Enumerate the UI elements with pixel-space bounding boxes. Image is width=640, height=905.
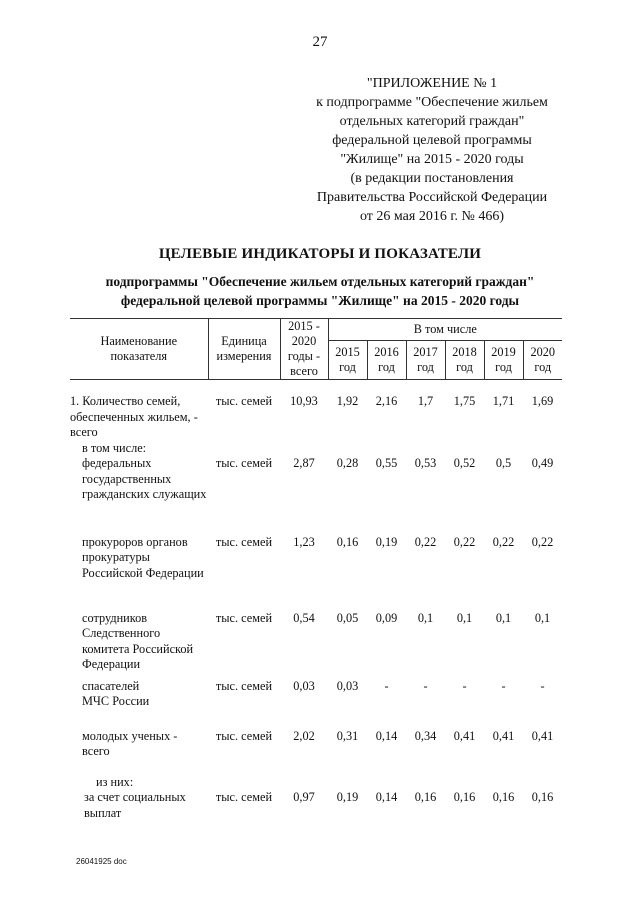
row-value: -	[423, 678, 428, 693]
appendix-line: федеральной целевой программы	[332, 133, 532, 148]
row-value: 1,69	[531, 394, 554, 408]
row-value: 0,1	[456, 610, 473, 625]
row-value: 1,71	[492, 394, 515, 408]
row-unit: тыс. семей	[215, 610, 273, 625]
row-total: 1,23	[293, 534, 315, 549]
row-value: 1,92	[336, 394, 359, 408]
appendix-line: к подпрограмме "Обеспечение жильем	[316, 95, 548, 110]
row-value: -	[501, 678, 506, 693]
subtitle-line: федеральной целевой программы "Жилище" на 2015 - 2020 годы	[120, 293, 520, 308]
row-name-cell	[70, 441, 208, 535]
row-value: 0,28	[336, 456, 359, 470]
row-value: 0,03	[336, 678, 359, 693]
row-value: 0,22	[531, 534, 554, 549]
row-value: 0,16	[336, 534, 359, 549]
row-name: сотрудников Следственного комитета Российской Федерации	[82, 610, 194, 671]
row-value: 0,41	[492, 728, 515, 743]
row-value: 0,22	[414, 534, 437, 549]
header-unit: Единица измерения	[208, 319, 280, 380]
row-value: 0,55	[375, 456, 398, 470]
row-value: 0,41	[453, 728, 476, 743]
header-year: 2017 год	[406, 341, 445, 380]
row-name: прокуроров органов прокуратуры Российской Федерации	[82, 534, 204, 580]
row-name: федеральных государственных гражданских служащих	[82, 456, 207, 501]
row-total: 2,87	[293, 456, 315, 470]
appendix-line: от 26 мая 2016 г. № 466)	[359, 209, 505, 224]
row-value: 0,09	[375, 610, 398, 625]
table-row	[70, 441, 562, 535]
header-total: 2015 - 2020 годы - всего	[280, 319, 328, 380]
table-row	[70, 611, 562, 679]
row-value: 0,19	[336, 790, 359, 804]
row-value: 0,14	[375, 728, 398, 743]
row-value: 0,5	[495, 456, 512, 470]
row-name: за счет социальных выплат	[84, 790, 186, 820]
table-row	[70, 380, 562, 441]
document-subtitle	[0, 272, 640, 310]
table-row	[70, 729, 562, 775]
header-year: 2016 год	[367, 341, 406, 380]
row-value: 0,49	[531, 456, 554, 470]
row-value: -	[462, 678, 467, 693]
table-row	[70, 679, 562, 729]
row-value: 0,22	[453, 534, 476, 549]
row-value: -	[540, 678, 545, 693]
row-value: 0,05	[336, 610, 359, 625]
row-name: спасателей МЧС России	[82, 678, 150, 708]
row-value: 0,16	[492, 790, 515, 804]
header-year: 2018 год	[445, 341, 484, 380]
row-value: -	[384, 678, 389, 693]
row-value: 0,53	[414, 456, 437, 470]
row-value: 0,1	[534, 610, 551, 625]
indicators-table	[70, 318, 562, 821]
header-name: Наименование показателя	[70, 319, 208, 380]
row-unit: тыс. семей	[215, 790, 273, 804]
row-name: молодых ученых - всего	[82, 728, 178, 758]
header-including: В том числе	[328, 319, 562, 341]
row-value: 1,7	[417, 394, 434, 408]
footer-document-code: 26041925 doc	[76, 857, 127, 866]
appendix-line: "Жилище" на 2015 - 2020 годы	[340, 152, 524, 167]
row-unit: тыс. семей	[215, 534, 273, 549]
row-unit: тыс. семей	[215, 728, 273, 743]
row-value: 0,22	[492, 534, 515, 549]
row-value: 0,34	[414, 728, 437, 743]
row-total: 0,97	[293, 790, 315, 804]
appendix-line: (в редакции постановления	[350, 171, 514, 186]
row-value: 0,16	[414, 790, 437, 804]
table-row	[70, 535, 562, 611]
row-value: 0,41	[531, 728, 554, 743]
subtitle-line: подпрограммы "Обеспечение жильем отдельных категорий граждан"	[105, 274, 535, 289]
row-value: 0,16	[453, 790, 476, 804]
row-value: 0,52	[453, 456, 476, 470]
document-title: ЦЕЛЕВЫЕ ИНДИКАТОРЫ И ПОКАЗАТЕЛИ	[158, 246, 482, 262]
header-year: 2020 год	[523, 341, 562, 380]
appendix-line: отдельных категорий граждан"	[339, 114, 525, 129]
row-prefix: из них:	[96, 774, 134, 789]
row-name-cell	[70, 775, 208, 822]
row-name: 1. Количество семей, обеспеченных жильем, - всего	[70, 394, 198, 439]
page-number: 27	[312, 34, 328, 50]
header-year: 2019 год	[484, 341, 523, 380]
row-value: 0,14	[375, 790, 398, 804]
row-unit: тыс. семей	[215, 394, 273, 408]
header-year: 2015 год	[328, 341, 367, 380]
row-value: 2,16	[375, 394, 398, 408]
table-row	[70, 775, 562, 822]
row-total: 0,03	[293, 678, 315, 693]
row-value: 0,19	[375, 534, 398, 549]
row-unit: тыс. семей	[215, 456, 273, 470]
row-prefix: в том числе:	[82, 440, 147, 455]
row-total: 10,93	[290, 394, 318, 408]
row-total: 2,02	[293, 728, 315, 743]
row-value: 0,16	[531, 790, 554, 804]
row-total: 0,54	[293, 610, 315, 625]
row-value: 0,1	[417, 610, 434, 625]
row-value: 0,31	[336, 728, 359, 743]
row-value: 0,1	[495, 610, 512, 625]
appendix-line: "ПРИЛОЖЕНИЕ № 1	[366, 76, 498, 91]
row-unit: тыс. семей	[215, 678, 273, 693]
appendix-line: Правительства Российской Федерации	[316, 190, 548, 205]
indicators-table-wrap	[70, 318, 562, 821]
row-value: 1,75	[453, 394, 476, 408]
appendix-header	[300, 74, 564, 226]
